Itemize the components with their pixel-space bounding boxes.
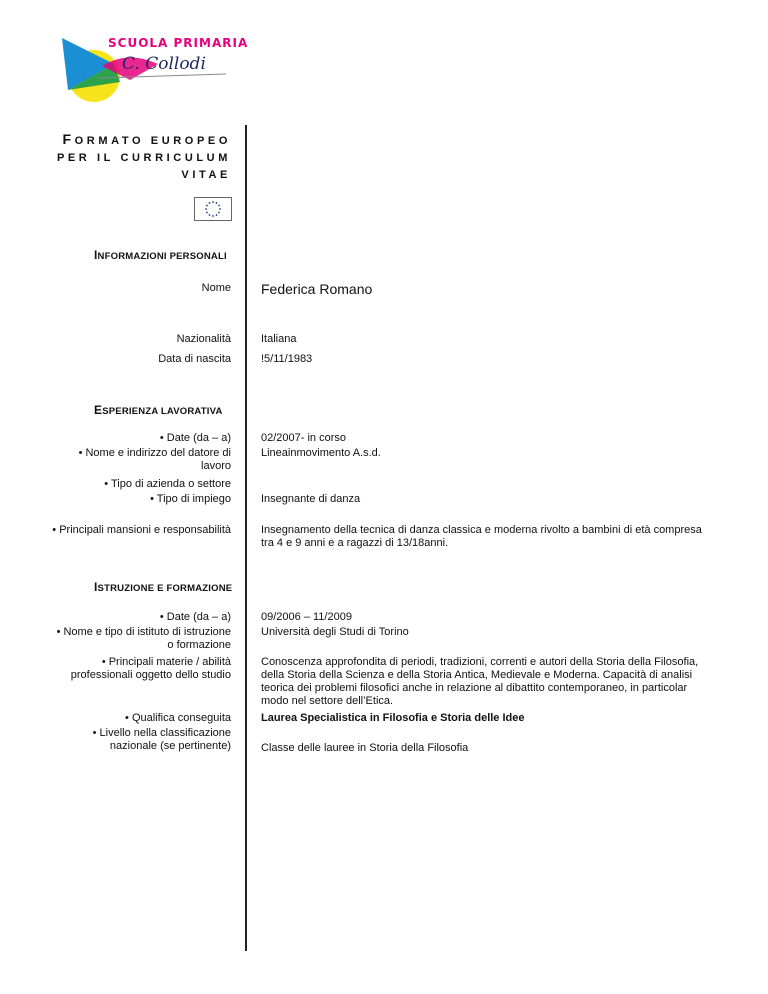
cv-title-line2: PER IL CURRICULUM	[56, 152, 231, 164]
section-education: ISTRUZIONE E FORMAZIONE	[94, 580, 233, 594]
employer-value: Lineainmovimento A.s.d.	[261, 447, 381, 459]
logo-school-type: SCUOLA PRIMARIA	[108, 36, 249, 50]
duties-value: Insegnamento della tecnica di danza classica e moderna rivolto a bambini di età compresa tra 4 e 9 anni e a ragazzi di 13/18anni.	[261, 524, 702, 549]
birth-date-label: Data di nascita	[158, 353, 231, 365]
institute-value: Università degli Studi di Torino	[261, 626, 409, 638]
name-value: Federica Romano	[261, 281, 373, 297]
eu-flag-icon	[194, 197, 232, 221]
section-work-experience: ESPERIENZA LAVORATIVA	[94, 403, 223, 417]
edu-dates-value: 09/2006 – 11/2009	[261, 611, 352, 623]
employer-label: • Nome e indirizzo del datore di lavoro	[78, 447, 231, 472]
duties-label: • Principali mansioni e responsabilità	[52, 524, 231, 536]
logo-school-name: C. Collodi	[122, 54, 206, 74]
nationality-value: Italiana	[261, 333, 297, 345]
nationality-label: Nazionalità	[176, 333, 231, 345]
work-dates-value: 02/2007- in corso	[261, 432, 346, 444]
qualification-label: • Qualifica conseguita	[125, 712, 231, 724]
subjects-value: Conoscenza approfondita di periodi, tradizioni, correnti e autori della Storia della Filosofia, della Storia della Scienza e della Storia Antica, Medievale e Moderna. Capacità di analisi teorica dei problemi filosofici anche in relazione al dibattito contemporaneo, in particolar modo nel settore dell’Etica.	[261, 656, 699, 707]
sector-label: • Tipo di azienda o settore	[104, 478, 231, 490]
section-personal-info: INFORMAZIONI PERSONALI	[94, 248, 227, 262]
cv-title-line3: VITAE	[181, 169, 231, 181]
birth-date-value: !5/11/1983	[261, 353, 313, 365]
edu-dates-label: • Date (da – a)	[159, 611, 231, 623]
column-divider	[245, 125, 247, 951]
classification-level-value: Classe delle lauree in Storia della Filosofia	[261, 742, 469, 754]
job-type-label: • Tipo di impiego	[150, 493, 231, 505]
classification-level-label: • Livello nella classificazione nazionale (se pertinente)	[92, 727, 231, 752]
qualification-value: Laurea Specialistica in Filosofia e Storia delle Idee	[261, 712, 525, 724]
job-type-value: Insegnante di danza	[261, 493, 361, 505]
subjects-label: • Principali materie / abilità professionali oggetto dello studio	[70, 656, 231, 681]
work-dates-label: • Date (da – a)	[159, 432, 231, 444]
name-label: Nome	[201, 282, 231, 294]
cv-title	[57, 131, 231, 184]
institute-label: • Nome e tipo di istituto di istruzione o formazione	[56, 626, 231, 651]
cv-title-line1: FORMATO EUROPEO	[62, 131, 231, 147]
